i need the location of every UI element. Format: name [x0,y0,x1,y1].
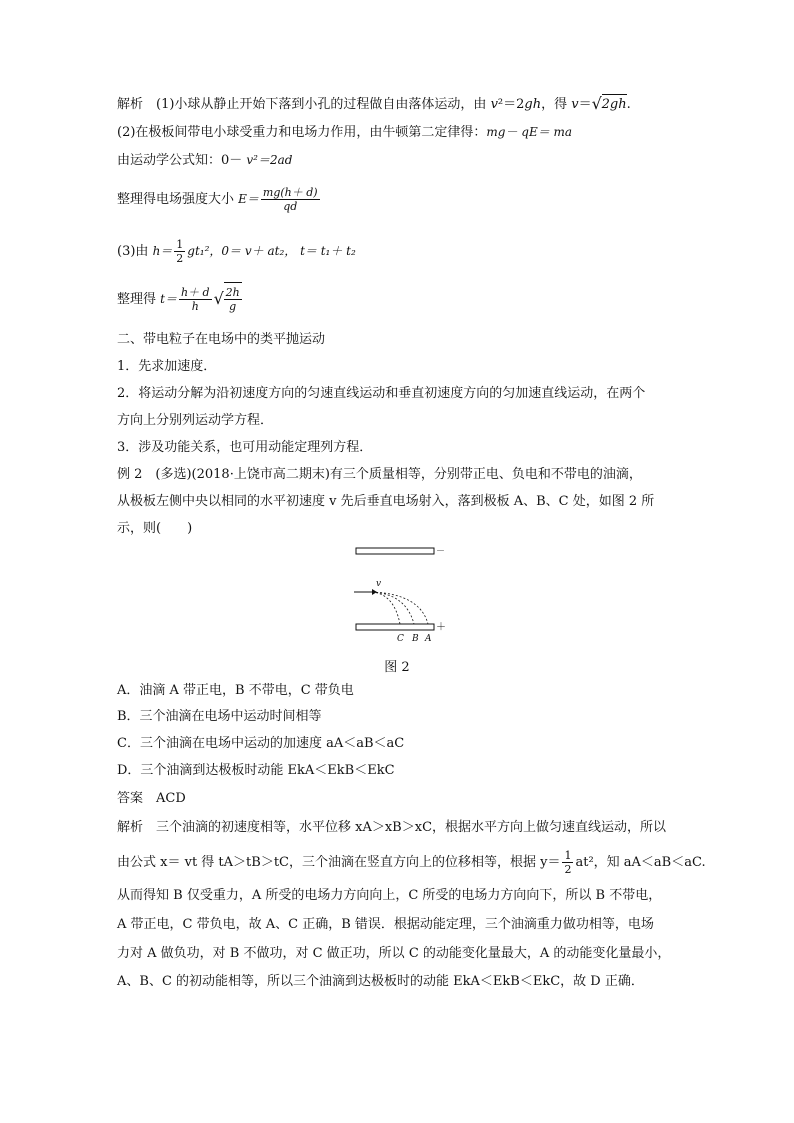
text: ，得 [541,97,572,112]
text: 整理得 [117,292,161,307]
trajectory-B [372,592,414,624]
top-plate-sign: － [436,547,446,557]
analysis-line-6: A、B、C 的初动能相等，所以三个油滴到达极板时的动能 EkA＜EkB＜EkC，故 D 正确． [117,974,644,989]
trajectory-C [372,592,400,624]
answer: 答案 ACD [117,791,186,806]
var-gh: gh [524,97,542,112]
option-c: C．三个油滴在电场中运动的加速度 aA＜aB＜aC [117,736,405,751]
option-b: B．三个油滴在电场中运动时间相等 [117,709,322,724]
example-line-1: 例 2 (多选)(2018·上饶市高二期末)有三个质量相等，分别带正电、负电和不带电的油滴， [117,467,642,482]
text: 由运动学公式知：0－ [117,153,247,168]
text: (2)在极板间带电小球受重力和电场力作用，由牛顿第二定律得： [117,125,487,140]
formula: gt₁²，0＝ v＋ at₂， t＝ t₁＋ t₂ [187,244,356,258]
trajectory-A [372,592,428,624]
fraction-E: $\frac{mg(h+ d)}{qd}$ [262,186,318,213]
analysis-line-1: 解析 三个油滴的初速度相等，水平位移 xA＞xB＞xC，根据水平方向上做匀速直线运动，所以 [117,820,667,835]
capacitor-figure [350,540,450,645]
text: (3)由 [117,244,153,259]
solution-line-6 [117,282,242,317]
velocity-label: v [376,579,382,589]
point-1: 1．先求加速度． [117,359,217,374]
fraction-half: $\frac{1}{2}$ [176,238,184,265]
solution-line-4 [117,184,322,215]
text: at²，知 aA＜aB＜aC. [575,855,706,870]
analysis-line-5: 力对 A 做负功，对 B 不做功，对 C 做正功，所以 C 的动能变化量最大，A 的动能变化量最小， [117,946,671,961]
text: ＝ [578,97,592,112]
solution-line-3 [117,150,292,171]
fraction-half: $\frac{1}{2}$ [564,849,572,876]
text: 整理得电场强度大小 [117,192,239,207]
top-plate [356,548,434,554]
formula: v²＝2ad [246,153,293,167]
text: . [626,97,631,112]
solution-line-5 [117,236,356,267]
solution-line-2 [117,122,572,143]
analysis-line-4: A 带正电，C 带负电，故 A、C 正确，B 错误．根据动能定理，三个油滴重力做功相等，电场 [117,917,654,932]
var-v: v [490,97,498,112]
sqrt-2h-g: √ $\frac{2h}{g}$ [214,282,242,317]
solution-line-1 [117,94,631,115]
var-v: v [571,97,579,112]
formula: t＝ [160,292,177,306]
bottom-plate [356,624,434,630]
point-3: 3．涉及功能关系，也可用动能定理列方程． [117,440,373,455]
example-line-3: 示，则( ) [117,521,193,536]
example-line-2: 从极板左侧中央以相同的水平初速度 v 先后垂直电场射入，落到极板 A、B、C 处，如图 2 所 [117,494,655,509]
formula: h＝ [152,244,173,258]
label-A: A [425,634,432,644]
sqrt-2gh: √ 2gh [592,94,627,115]
label-C: C [397,634,404,644]
figure-caption: 图 2 [384,660,410,675]
bottom-plate-sign: ＋ [436,622,446,633]
point-2a: 2．将运动分解为沿初速度方向的匀速直线运动和垂直初速度方向的匀加速直线运动，在两个 [117,386,646,401]
text: 解析 (1)小球从静止开始下落到小孔的过程做自由落体运动，由 [117,97,491,112]
section-heading: 二、带电粒子在电场中的类平抛运动 [117,332,326,347]
formula: E＝ [238,192,259,206]
analysis-line-2 [117,848,706,878]
point-2b: 方向上分别列运动学方程． [117,413,274,428]
option-d: D．三个油滴到达极板时动能 EkA＜EkB＜EkC [117,763,395,778]
fraction-t: $\frac{h+ d}{h}$ [180,286,210,313]
analysis-line-3: 从而得知 B 仅受重力，A 所受的电场力方向向上，C 所受的电场力方向向下，所以 B 不带电， [117,888,662,903]
formula: mg－ qE＝ ma [486,125,573,139]
text: 由公式 x＝ vt 得 tA＞tB＞tC，三个油滴在竖直方向上的位移相等，根据 y＝ [117,855,561,870]
option-a: A．油滴 A 带正电，B 不带电，C 带负电 [117,683,354,698]
text: ²＝2 [497,97,525,112]
label-B: B [412,634,419,644]
